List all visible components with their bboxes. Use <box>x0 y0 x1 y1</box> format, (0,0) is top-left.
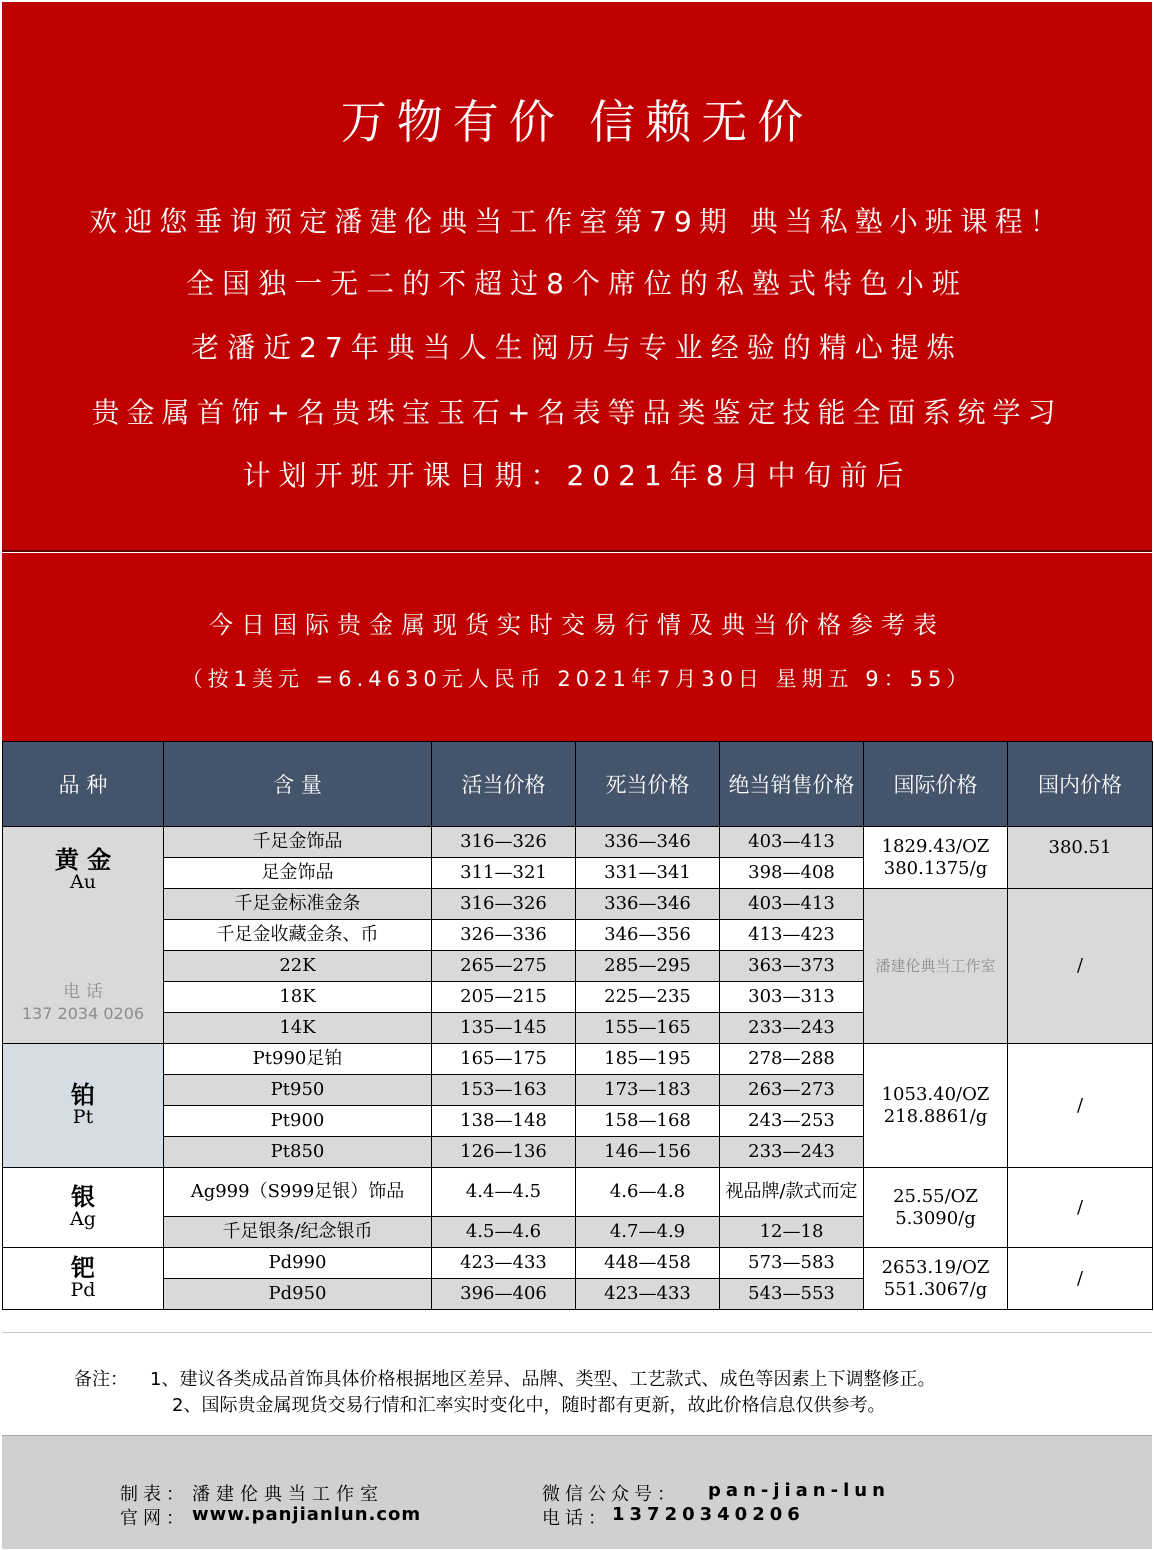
intl-price-oz: 1053.40/OZ <box>881 1083 990 1105</box>
price-cell: 403—413 <box>720 889 864 920</box>
price-cell: 316—326 <box>432 827 576 858</box>
purity-cell: Pd950 <box>164 1279 432 1310</box>
price-cell: 243—253 <box>720 1106 864 1137</box>
metal-name: 铂 <box>71 1080 95 1109</box>
purity-cell: 千足金标准金条 <box>164 889 432 920</box>
intl-price-oz: 2653.19/OZ <box>881 1256 990 1278</box>
header-cell: 国内价格 <box>1008 742 1153 827</box>
site-link[interactable]: www.panjianlun.com <box>192 1504 422 1525</box>
header-cell: 活当价格 <box>432 742 576 827</box>
intl-price-oz: 25.55/OZ <box>893 1185 978 1207</box>
price-cell: 视品牌/款式而定 <box>720 1168 864 1217</box>
header-cell: 品 种 <box>3 742 164 827</box>
purity-cell: Pd990 <box>164 1248 432 1279</box>
price-cell: 398—408 <box>720 858 864 889</box>
price-cell: 173—183 <box>576 1075 720 1106</box>
domestic-price-cell: / <box>1008 1168 1153 1248</box>
price-cell: 448—458 <box>576 1248 720 1279</box>
purity-cell: 千足银条/纪念银币 <box>164 1217 432 1248</box>
price-cell: 311—321 <box>432 858 576 889</box>
domestic-price-cell: / <box>1008 889 1153 1044</box>
maker-name: 潘建伦典当工作室 <box>192 1484 384 1505</box>
price-cell: 326—336 <box>432 920 576 951</box>
intl-price-cell <box>864 827 1008 889</box>
purity-cell: 14K <box>164 1013 432 1044</box>
purity-cell: Pt950 <box>164 1075 432 1106</box>
purity-cell: Pt900 <box>164 1106 432 1137</box>
price-cell: 278—288 <box>720 1044 864 1075</box>
metal-name: 黄 金 <box>54 846 112 874</box>
promo-line: 老潘近27年典当人生阅历与专业经验的精心提炼 <box>191 331 963 364</box>
purity-cell: 千足金收藏金条、币 <box>164 920 432 951</box>
purity-cell: Pt990足铂 <box>164 1044 432 1075</box>
site-label: 官网： <box>120 1508 189 1529</box>
price-cell: 363—373 <box>720 951 864 982</box>
price-cell: 303—313 <box>720 982 864 1013</box>
purity-cell: 22K <box>164 951 432 982</box>
purity-cell: 足金饰品 <box>164 858 432 889</box>
metal-symbol: Au <box>70 871 96 893</box>
purity-cell: 千足金饰品 <box>164 827 432 858</box>
price-cell: 138—148 <box>432 1106 576 1137</box>
price-cell: 423—433 <box>576 1279 720 1310</box>
watermark-cell <box>864 889 1008 1044</box>
phone-number: 137 2034 0206 <box>21 1004 145 1023</box>
price-table <box>2 741 1153 1310</box>
slogan: 万物有价 信赖无价 <box>340 95 814 149</box>
promo-line: 欢迎您垂询预定潘建伦典当工作室第79期 典当私塾小班课程！ <box>89 205 1065 238</box>
promo-banner <box>2 2 1152 552</box>
watermark-text: 潘建伦典当工作室 <box>875 957 996 975</box>
metal-symbol: Ag <box>70 1207 96 1230</box>
price-cell: 4.4—4.5 <box>432 1168 576 1217</box>
price-cell: 12—18 <box>720 1217 864 1248</box>
price-cell: 205—215 <box>432 982 576 1013</box>
price-cell: 396—406 <box>432 1279 576 1310</box>
maker-label: 制表： <box>120 1484 189 1505</box>
phone-label: 电话： <box>542 1508 611 1529</box>
header-cell: 国际价格 <box>864 742 1008 827</box>
header-cell: 死当价格 <box>576 742 720 827</box>
price-cell: 403—413 <box>720 827 864 858</box>
price-cell: 146—156 <box>576 1137 720 1168</box>
price-cell: 336—346 <box>576 827 720 858</box>
phone-label: 电 话 <box>63 982 103 1002</box>
intl-price-cell <box>864 1168 1008 1248</box>
price-cell: 285—295 <box>576 951 720 982</box>
price-cell: 331—341 <box>576 858 720 889</box>
intl-price-g: 551.3067/g <box>883 1278 988 1300</box>
table-title-banner <box>2 553 1152 741</box>
price-cell: 4.6—4.8 <box>576 1168 720 1217</box>
price-cell: 4.7—4.9 <box>576 1217 720 1248</box>
intl-price-g: 218.8861/g <box>883 1105 988 1127</box>
price-cell: 233—243 <box>720 1013 864 1044</box>
intl-price-oz: 1829.43/OZ <box>881 835 990 857</box>
notes-section <box>2 1332 1152 1435</box>
promo-line: 计划开班开课日期：2021年8月中旬前后 <box>242 459 912 492</box>
price-cell: 153—163 <box>432 1075 576 1106</box>
domestic-price-cell: 380.51 <box>1008 827 1153 889</box>
table-row <box>3 827 1153 858</box>
wechat-id: pan-jian-lun <box>708 1480 890 1501</box>
purity-cell: 18K <box>164 982 432 1013</box>
price-cell: 265—275 <box>432 951 576 982</box>
price-cell: 543—553 <box>720 1279 864 1310</box>
metal-cell-platinum <box>3 1044 164 1168</box>
metal-symbol: Pd <box>70 1278 96 1301</box>
metal-cell-palladium <box>3 1248 164 1310</box>
price-cell: 4.5—4.6 <box>432 1217 576 1248</box>
price-cell: 126—136 <box>432 1137 576 1168</box>
note-item: 1、建议各类成品首饰具体价格根据地区差异、品牌、类型、工艺款式、成色等因素上下调整修正。 <box>150 1369 936 1390</box>
purity-cell: Pt850 <box>164 1137 432 1168</box>
price-cell: 423—433 <box>432 1248 576 1279</box>
price-cell: 165—175 <box>432 1044 576 1075</box>
price-cell: 158—168 <box>576 1106 720 1137</box>
metal-name: 银 <box>71 1182 95 1211</box>
note-item: 2、国际贵金属现货交易行情和汇率实时变化中，随时都有更新，故此价格信息仅供参考。 <box>172 1395 886 1416</box>
purity-cell: Ag999（S999足银）饰品 <box>164 1168 432 1217</box>
price-cell: 225—235 <box>576 982 720 1013</box>
notes-label: 备注： <box>74 1369 128 1390</box>
header-cell: 含 量 <box>164 742 432 827</box>
price-cell: 155—165 <box>576 1013 720 1044</box>
table-subtitle: （按1美元 =6.4630元人民币 2021年7月30日 星期五 9：55） <box>181 667 973 691</box>
price-cell: 316—326 <box>432 889 576 920</box>
domestic-price-cell: / <box>1008 1248 1153 1310</box>
domestic-price-cell: / <box>1008 1044 1153 1168</box>
metal-cell-silver <box>3 1168 164 1248</box>
intl-price-cell <box>864 1044 1008 1168</box>
intl-price-g: 5.3090/g <box>895 1207 976 1229</box>
phone-number: 13720340206 <box>612 1504 805 1525</box>
wechat-label: 微信公众号： <box>542 1484 680 1505</box>
price-cell: 185—195 <box>576 1044 720 1075</box>
promo-line: 贵金属首饰+名贵珠宝玉石+名表等品类鉴定技能全面系统学习 <box>91 396 1063 429</box>
table-row <box>3 1168 1153 1217</box>
intl-price-cell <box>864 1248 1008 1310</box>
promo-line: 全国独一无二的不超过8个席位的私塾式特色小班 <box>186 267 968 300</box>
table-row <box>3 889 1153 920</box>
table-row <box>3 1044 1153 1075</box>
price-cell: 336—346 <box>576 889 720 920</box>
price-cell: 135—145 <box>432 1013 576 1044</box>
header-cell: 绝当销售价格 <box>720 742 864 827</box>
footer <box>2 1435 1152 1549</box>
metal-symbol: Pt <box>72 1105 94 1128</box>
table-header-row <box>3 742 1153 827</box>
price-cell: 233—243 <box>720 1137 864 1168</box>
metal-name: 钯 <box>71 1253 95 1282</box>
table-title: 今日国际贵金属现货实时交易行情及典当价格参考表 <box>209 611 945 639</box>
price-cell: 346—356 <box>576 920 720 951</box>
intl-price-g: 380.1375/g <box>883 857 988 879</box>
metal-cell-gold <box>3 827 164 1044</box>
price-cell: 573—583 <box>720 1248 864 1279</box>
price-cell: 413—423 <box>720 920 864 951</box>
table-row <box>3 1248 1153 1279</box>
price-cell: 263—273 <box>720 1075 864 1106</box>
